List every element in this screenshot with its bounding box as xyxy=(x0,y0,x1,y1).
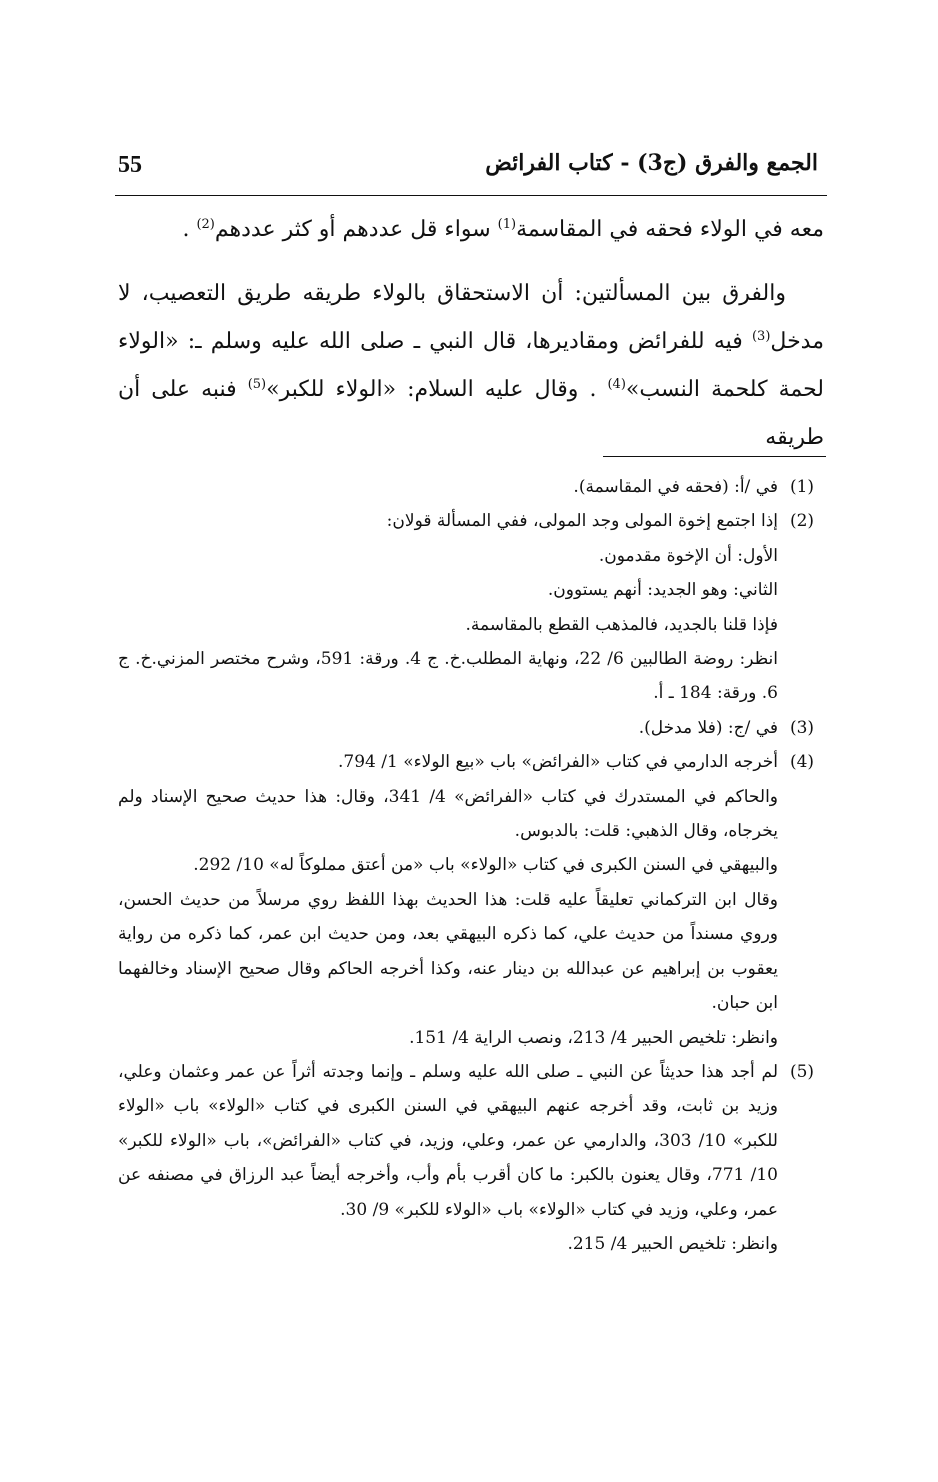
footnote-reference[interactable]: (4) xyxy=(607,377,626,392)
footnote-line: لم أجد هذا حديثاً عن النبي ـ صلى الله عليه وسلم ـ وإنما وجدته أثراً عن عمر وعثمان وعلي، وزيد بن ثابت، وقد أخرجه عنهم البيهقي في السنن الكبرى في كتاب «الولاء» باب «الولاء للكبر» 10/ 303، والدارمي عن عمر، وعلي، وزيد، في كتاب «الفرائض»، باب «الولاء للكبر» 10/ 771، وقال يعنون بالكبر: ما كان أقرب بأم وأب، وأخرجه أيضاً عبد الرزاق في مصنفه عن عمر، وعلي، وزيد في كتاب «الولاء» باب «الولاء للكبر» 9/ 30. xyxy=(118,1061,778,1220)
paragraph-2 xyxy=(118,270,824,462)
footnote-reference[interactable]: (3) xyxy=(751,329,771,344)
footnote-line: وانظر: تلخيص الحبير 4/ 213، ونصب الراية 4/ 151. xyxy=(409,1027,778,1048)
footnote-body xyxy=(118,745,778,1055)
footnote-number: (2) xyxy=(789,511,815,532)
footnote-line: والبيهقي في السنن الكبرى في كتاب «الولاء» باب «من أعتق مملوكاً له» 10/ 292. xyxy=(193,855,778,876)
footnote-line: والحاكم في المستدرك في كتاب «الفرائض» 4/ 341، وقال: هذا حديث صحيح الإسناد ولم يخرجاه، وقال الذهبي: قلت: بالدبوس. xyxy=(118,786,779,842)
footnote-body xyxy=(118,470,778,504)
footnote-4 xyxy=(118,745,826,1055)
running-title: الجمع والفرق (ج3) - كتاب الفرائض xyxy=(485,150,818,176)
footnote-line: الثاني: وهو الجديد: أنهم يستوون. xyxy=(547,580,778,601)
footnote-number: (3) xyxy=(789,717,815,738)
paragraph-text: . وقال عليه السلام: «الولاء للكبر» xyxy=(266,377,608,402)
paragraph-text: فيه للفرائض ومقاديرها، قال النبي ـ صلى الله عليه وسلم ـ: «الولاء لحمة كلحمة النسب» xyxy=(118,329,824,402)
header-rule xyxy=(115,195,827,196)
footnote-reference[interactable]: (2) xyxy=(196,217,215,232)
footnote-body xyxy=(118,711,778,745)
footnote-line: فإذا قلنا بالجديد، فالمذهب القطع بالمقاسمة. xyxy=(465,614,778,635)
footnote-line: وقال ابن التركماني تعليقاً عليه قلت: هذا الحديث بهذا اللفظ روي مرسلاً من حديث الحسن، وروي مسنداً من حديث علي، كما ذكره البيهقي بعد، ومن حديث ابن عمر، كما ذكره من رواية يعقوب بن إبراهيم عن عبدالله بن دينار عنه، وكذا أخرجه الحاكم وقال صحيح الإسناد وخالفهما ابن حبان. xyxy=(118,889,778,1014)
footnote-number: (5) xyxy=(789,1061,815,1082)
footnote-line: إذا اجتمع إخوة المولى وجد المولى، ففي المسألة قولان: xyxy=(386,511,778,532)
footnote-line: الأول: أن الإخوة مقدمون. xyxy=(598,545,778,566)
page-number: 55 xyxy=(118,152,142,178)
paragraph-text: . xyxy=(182,217,197,242)
paragraph-text: معه في الولاء فحقه في المقاسمة xyxy=(516,217,824,242)
footnote-number: (4) xyxy=(789,752,815,773)
footnote-line: في /أ: (فحقه في المقاسمة). xyxy=(573,477,778,497)
footnote-3 xyxy=(118,711,826,745)
footnote-line: انظر: روضة الطالبين 6/ 22، ونهاية المطلب.خ. ج 4. ورقة: 591، وشرح مختصر المزني.خ. ج 6. ورقة: 184 ـ أ. xyxy=(118,649,778,704)
paragraph-text: والفرق بين المسألتين: أن الاستحقاق بالولاء طريقه طريق التعصيب، لا مدخل xyxy=(118,281,824,354)
paragraph-text: فنبه على أن طريقه xyxy=(118,377,824,450)
paragraph-text: سواء قل عددهم أو كثر عددهم xyxy=(214,217,498,242)
footnote-line: وانظر: تلخيص الحبير 4/ 215. xyxy=(567,1233,778,1254)
footnote-line: في /ج: (فلا مدخل). xyxy=(638,717,778,738)
footnote-number: (1) xyxy=(789,477,815,497)
footnote-reference[interactable]: (1) xyxy=(497,217,517,232)
footnote-1 xyxy=(118,470,826,504)
footnote-separator xyxy=(603,456,826,457)
footnotes xyxy=(118,470,826,1261)
footnote-reference[interactable]: (5) xyxy=(247,377,267,392)
footnote-line: أخرجه الدارمي في كتاب «الفرائض» باب «بيع الولاء» 1/ 794. xyxy=(338,752,778,773)
main-text xyxy=(118,206,824,462)
footnote-2 xyxy=(118,504,826,710)
footnote-body xyxy=(118,504,778,710)
footnote-5 xyxy=(118,1055,826,1261)
footnote-body xyxy=(118,1055,778,1261)
paragraph-1 xyxy=(118,206,824,254)
